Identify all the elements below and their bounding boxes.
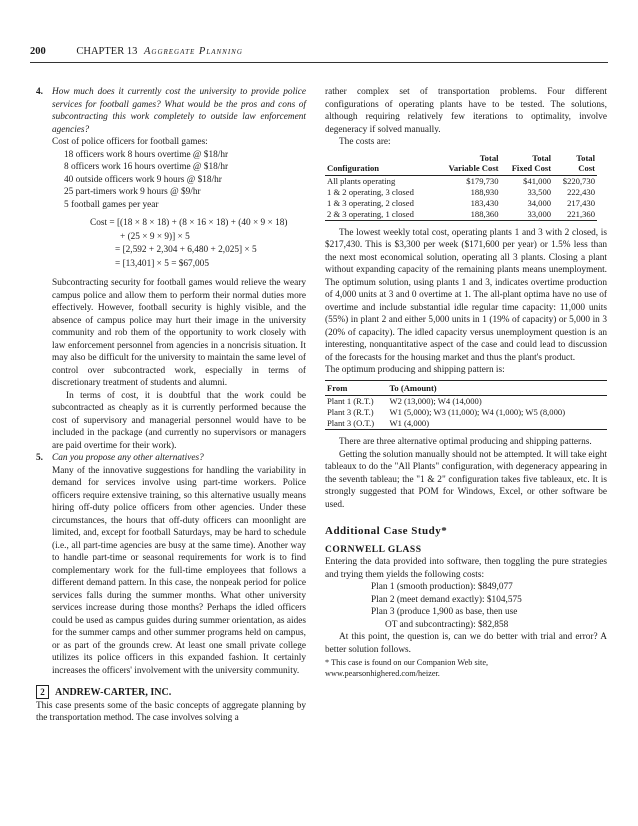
case-heading xyxy=(36,685,306,700)
costs-intro: The costs are: xyxy=(339,137,391,147)
table-cell: 188,360 xyxy=(435,209,500,221)
paragraph: Many of the innovative suggestions for handling the variability in demand for services involve using part-time workers. Police officers require extensive training, so this alternative usually means hiring off-duty police officers from other agencies. Under these circumstances, the hours that off-duty officers can moonlight are limited, and, except for football Saturdays, may be hard to schedule (i.e., all part-time agencies are busy at the same time). Another way to handle part-time or seasonal requirements for work is to find complementary work for the full-time employees that follows a different demand pattern. In this case, the nonpeak period for police services falls during the summer months. What other university services increase during those months? Perhaps the idled officers could be used as campus guides during summer orientation, as aides for the summer camps and other summer programs held on campus, or as part of the grounds crew. At least one small private college utilizes its police officers in this expanded fashion. It certainly increases the officers' involvement with the university community. xyxy=(52,465,306,676)
question-5 xyxy=(36,452,306,465)
cost-intro: Cost of police officers for football games: xyxy=(52,137,208,147)
table-cell: 1 & 2 operating, 3 closed xyxy=(327,186,414,197)
paragraph: rather complex set of transportation problems. Four different configurations of operating plants have to be tested. The solutions, although requiring relatively few iterations to optimality, involve degeneracy if solved manually. xyxy=(325,87,607,135)
right-column xyxy=(325,86,607,679)
paragraph: The optimum producing and shipping pattern is: xyxy=(325,365,505,375)
question-text: How much does it currently cost the university to provide police services for football games? What would be the pros and cons of subcontracting this work completely to outside law enforcement agencies? xyxy=(52,87,306,135)
cost-item: 18 officers work 8 hours overtime @ $18/hr xyxy=(64,149,229,160)
table-row xyxy=(325,209,597,221)
plan-line: Plan 3 (produce 1,900 as base, then use xyxy=(371,607,518,617)
running-header xyxy=(30,46,243,57)
left-column xyxy=(36,86,306,725)
table-cell: W1 (4,000) xyxy=(387,418,607,430)
table-cell: Plant 1 (R.T.) xyxy=(327,396,374,406)
table-header: Cost xyxy=(553,163,597,176)
equation-line: = [13,401] × 5 = $67,005 xyxy=(115,258,209,269)
table-row xyxy=(325,407,607,418)
table-cell: $179,730 xyxy=(466,175,499,186)
paragraph: Subcontracting security for football games would relieve the weary campus police and allow them to perform their normal duties more effectively. However, football security is highly visible, and the absence of campus police may hurt their image in the university community and rob them of the opportunity to work closely with law enforcement personnel from agencies in a noncrisis situation. It may also be difficult for the university to maintain the same level of control over subcontracted work, especially in terms of discretionary treatment of students and alumni. xyxy=(52,278,306,388)
paragraph: This case presents some of the basic concepts of aggregate planning by the transportation method. The case involves solving a xyxy=(36,700,306,723)
case-title: ANDREW-CARTER, INC. xyxy=(55,687,172,698)
table-cell: 188,930 xyxy=(470,186,499,197)
table-header: Fixed Cost xyxy=(501,163,554,176)
equation-line: = [2,592 + 2,304 + 6,480 + 2,025] × 5 xyxy=(115,245,257,255)
page-number: 200 xyxy=(30,46,46,57)
plan-line: OT and subcontracting): $82,858 xyxy=(385,619,509,630)
table-header: Configuration xyxy=(325,163,435,176)
question-text: Can you propose any other alternatives? xyxy=(52,453,204,463)
table-cell: 221,360 xyxy=(553,209,597,221)
plan-line: Plan 1 (smooth production): $849,077 xyxy=(371,582,513,592)
cost-table xyxy=(325,153,597,221)
cost-equation xyxy=(36,217,306,271)
paragraph: Getting the solution manually should not be attempted. It will take eight tableaux to do the "All Plants" configuration, with degeneracy appearing in the seventh tableau; the "1 & 2" configuration takes five tableaux, etc. It is strongly suggested that POM for Windows, Excel, or other software be used. xyxy=(325,449,608,510)
cost-item: 25 part-timers work 9 hours @ $9/hr xyxy=(64,187,201,197)
question-4 xyxy=(36,86,306,136)
header-rule xyxy=(30,62,608,63)
table-row xyxy=(325,187,597,198)
table-row xyxy=(325,198,597,209)
paragraph: There are three alternative optimal producing and shipping patterns. xyxy=(339,437,592,447)
table-cell: Plant 3 (R.T.) xyxy=(327,407,374,417)
table-cell: 1 & 3 operating, 2 closed xyxy=(327,197,414,208)
chapter-label: CHAPTER 13 xyxy=(76,46,138,57)
table-cell: 34,000 xyxy=(527,197,552,208)
table-row xyxy=(325,396,607,408)
cost-item: 40 outside officers work 9 hours @ $18/hr xyxy=(64,174,222,185)
plan-line: Plan 2 (meet demand exactly): $104,575 xyxy=(371,594,522,605)
table-cell: 33,500 xyxy=(527,186,552,197)
table-cell: $220,730 xyxy=(562,175,595,186)
table-cell: 2 & 3 operating, 1 closed xyxy=(325,209,435,221)
question-number: 4. xyxy=(36,87,43,97)
table-header: Total xyxy=(479,152,499,163)
cost-item: 5 football games per year xyxy=(64,199,159,210)
table-header: Variable Cost xyxy=(435,163,500,176)
shipping-table xyxy=(325,380,607,431)
case-number-box: 2 xyxy=(36,685,49,699)
cost-item: 8 officers work 16 hours overtime @ $18/hr xyxy=(64,162,229,172)
equation-line: Cost = [(18 × 8 × 18) + (8 × 16 × 18) + (40 × 9 × 18) xyxy=(90,218,288,228)
table-header: To (Amount) xyxy=(387,380,607,396)
table-cell: W2 (13,000); W4 (14,000) xyxy=(389,396,482,406)
table-header: Total xyxy=(576,152,595,163)
paragraph: The lowest weekly total cost, operating plants 1 and 3 with 2 closed, is $217,430. This is $3,300 per week ($171,600 per year) or 1.5% less than the next most economical solution, operating all 3 plants. Closing a plant without expanding capacity of the remaining plants means unemployment. The optimum solution, using plants 1 and 3, indicates overtime production of 4,000 units at 3 and 0 overtime at 1. The all-plant optima have no use of overtime and include substantial idle regular time capacity: 11,000 units (55%) in plant 2 and either 5,000 units in 1 (19% of capacity) or 5,000 in 3 (20% of capacity). The idled capacity versus unemployment question is an interesting, nonquantitative aspect of the case and could lead to discussion of the forecasts for the housing market and thus the plant's product. xyxy=(325,227,607,363)
table-cell: $41,000 xyxy=(523,175,552,186)
table-cell: Plant 3 (O.T.) xyxy=(325,418,387,430)
table-cell: W1 (5,000); W3 (11,000); W4 (1,000); W5 (8,000) xyxy=(389,407,566,417)
question-number: 5. xyxy=(36,453,43,463)
section-heading: Additional Case Study* xyxy=(325,525,448,537)
table-header: From xyxy=(325,380,387,396)
equation-line: + (25 × 9 × 9)] × 5 xyxy=(120,231,190,242)
table-cell: 222,430 xyxy=(567,186,595,197)
paragraph: Entering the data provided into software, then toggling the pure strategies and trying them yields the following costs: xyxy=(325,557,607,580)
footnote-line: * This case is found on our Companion Web site, xyxy=(325,658,489,667)
footnote-line: www.pearsonhighered.com/heizer. xyxy=(325,668,440,678)
chapter-title: Aggregate Planning xyxy=(143,46,243,57)
table-header xyxy=(325,153,435,163)
paragraph: In terms of cost, it is doubtful that the work could be subcontracted as cheaply as it is currently performed because the cost of supervisory and managerial personnel would have to be included in the package (and currently no supervisors or managers are paid overtime for their work). xyxy=(52,390,306,451)
table-cell: 217,430 xyxy=(567,197,595,208)
footnote xyxy=(325,658,607,679)
table-row xyxy=(325,418,607,430)
paragraph: At this point, the question is, can we do better with trial and error? A better solution follows. xyxy=(325,632,607,655)
table-row xyxy=(325,175,597,187)
table-cell: 183,430 xyxy=(470,197,499,208)
table-cell: All plants operating xyxy=(327,175,396,186)
table-cell: 33,000 xyxy=(501,209,554,221)
case-title: CORNWELL GLASS xyxy=(325,544,422,555)
table-header: Total xyxy=(532,152,552,163)
